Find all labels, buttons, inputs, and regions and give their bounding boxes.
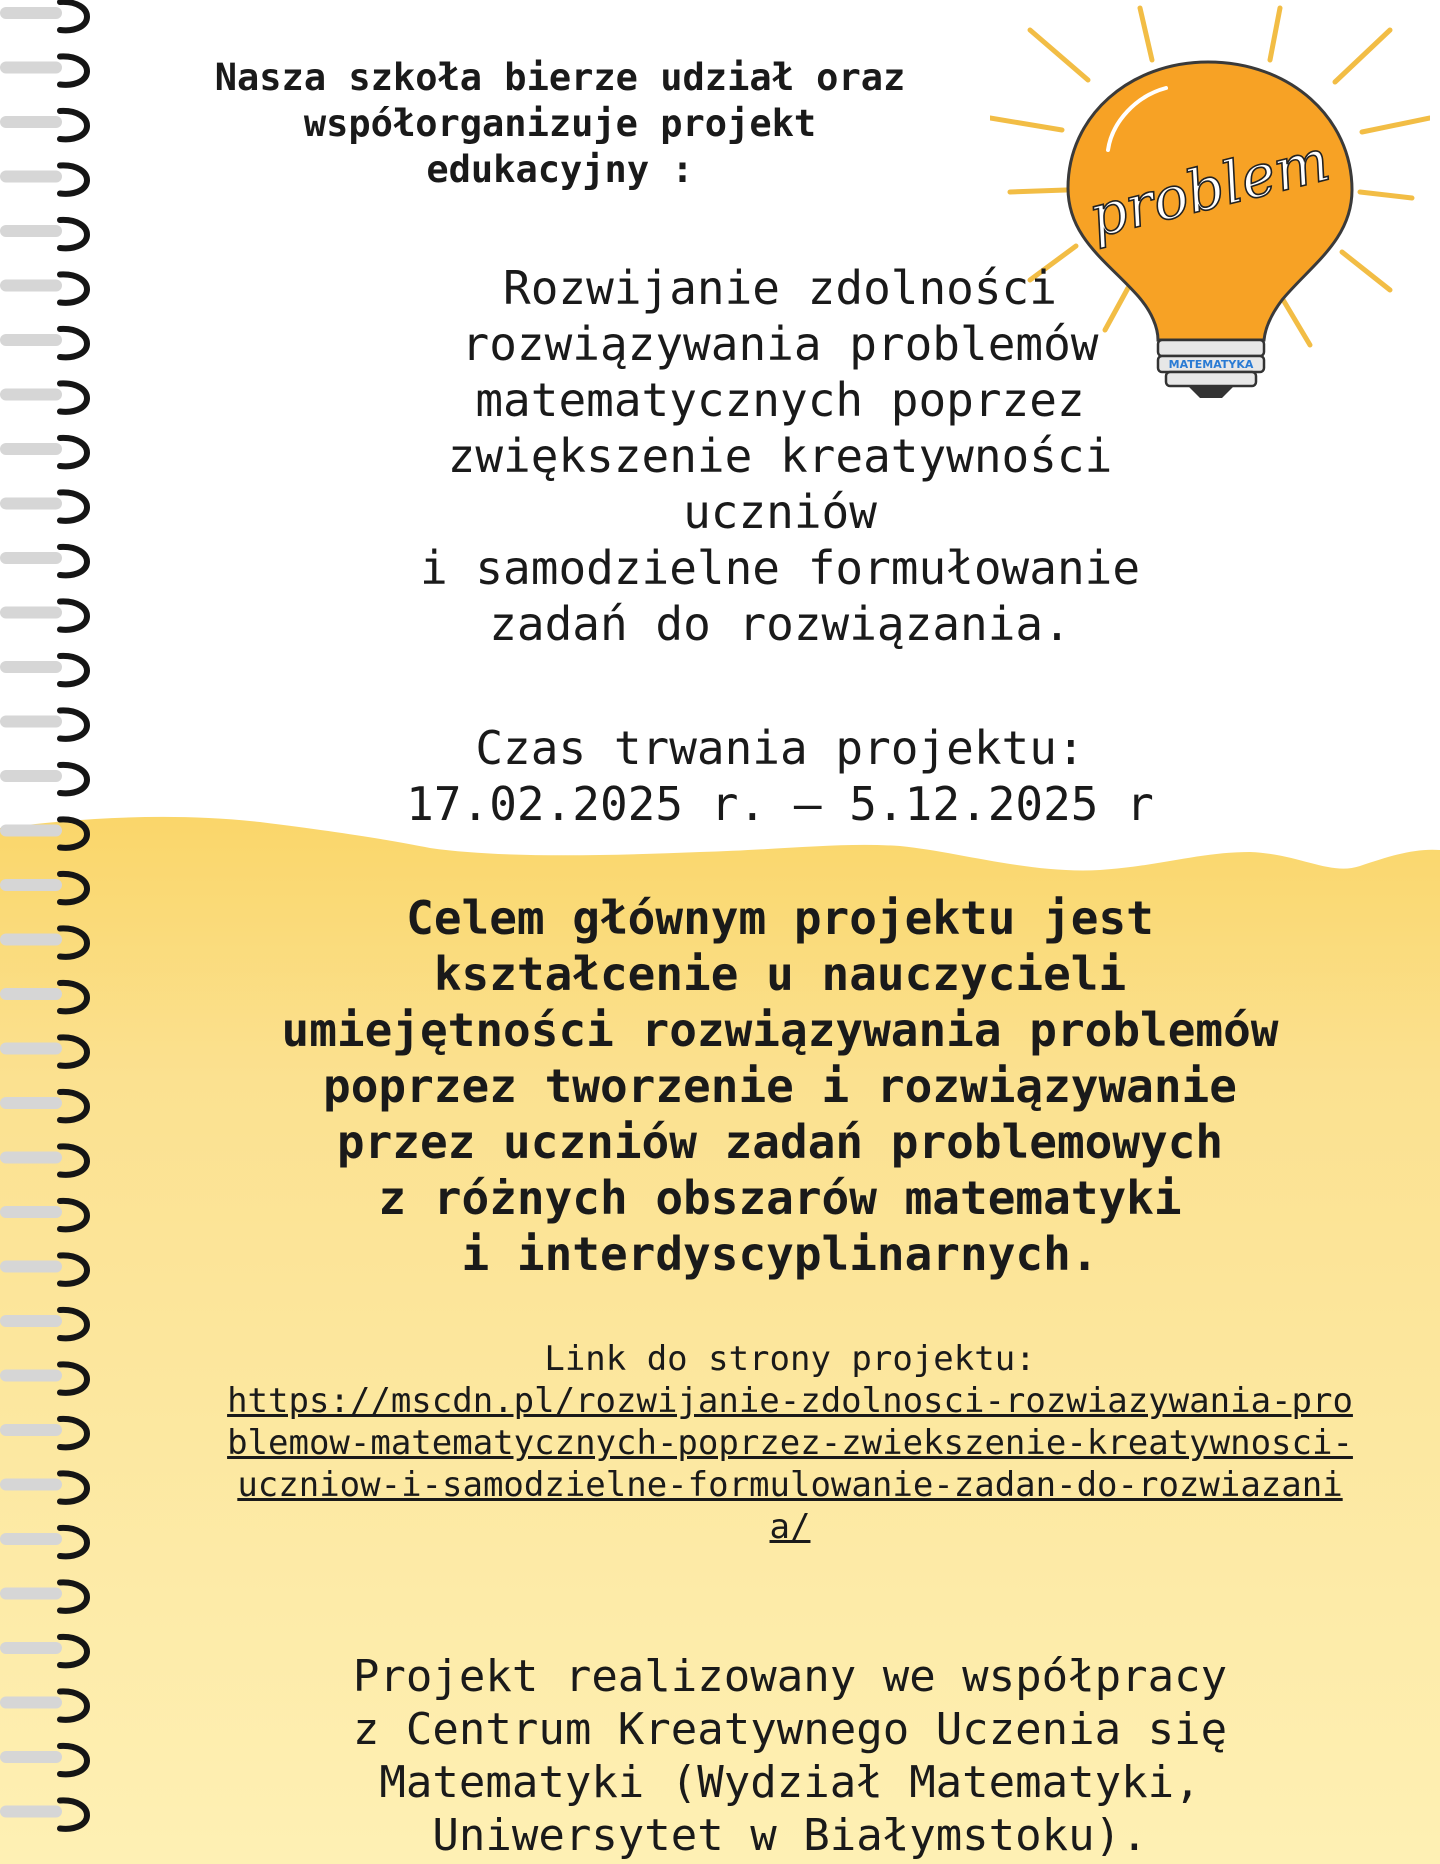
notebook-spiral-binding [0,0,100,1864]
spiral-ring [0,1255,87,1283]
spiral-ring [0,1800,87,1828]
spiral-ring [0,329,87,357]
spiral-ring [0,1201,87,1229]
spiral-ring [0,2,87,30]
spiral-ring [0,1146,87,1174]
spiral-ring [0,438,87,466]
project-goal: Celem głównym projektu jest kształcenie u nauczycieli umiejętności rozwiązywania problemów poprzez tworzenie i rozwiązywanie przez uczniów zadań problemowych z różnych obszarów matematyki i interdyscyplinarnych. [281,891,1279,1281]
spiral-ring [0,765,87,793]
spiral-ring [0,601,87,629]
spiral-ring [0,56,87,84]
intro-text: Nasza szkoła bierze udział oraz współorganizuje projekt edukacyjny : [214,56,906,191]
spiral-ring [0,819,87,847]
spiral-ring [0,983,87,1011]
spiral-ring [0,1691,87,1719]
spiral-ring [0,656,87,684]
spiral-ring [0,1746,87,1774]
spiral-ring [0,1364,87,1392]
spiral-ring [0,274,87,302]
spiral-ring [0,111,87,139]
spiral-ring [0,874,87,902]
spiral-ring [0,383,87,411]
spiral-ring [0,1419,87,1447]
project-link-block [160,1338,1420,1548]
spiral-ring [0,1310,87,1338]
spiral-ring [0,1528,87,1556]
project-link[interactable]: https://mscdn.pl/rozwijanie-zdolnosci-rozwiazywania-problemow-matematycznych-poprzez-zwiekszenie-kreatywnosci-uczniow-i-samodzielne-formulowanie-zadan-do-rozwiazania/ [227,1381,1353,1547]
spiral-ring [0,220,87,248]
spiral-ring [0,1637,87,1665]
spiral-ring [0,547,87,575]
project-title: Rozwijanie zdolności rozwiązywania problemów matematycznych poprzez zwiększenie kreatywności uczniów i samodzielne formułowanie zadań do rozwiązania. [419,261,1141,651]
spiral-ring [0,1582,87,1610]
spiral-ring [0,492,87,520]
spiral-ring [0,1037,87,1065]
spiral-ring [0,1473,87,1501]
bulb-base-word: MATEMATYKA [1168,358,1254,371]
spiral-ring [0,710,87,738]
project-duration: Czas trwania projektu: 17.02.2025 r. – 5.12.2025 r [406,721,1154,831]
spiral-ring [0,928,87,956]
spiral-ring [0,165,87,193]
link-label: Link do strony projektu: [544,1339,1036,1379]
bulb-word: problem [1082,125,1337,251]
spiral-ring [0,1092,87,1120]
cooperation-note: Projekt realizowany we współpracy z Centrum Kreatywnego Uczenia się Matematyki (Wydział Matematyki, Uniwersytet w Białymstoku). [352,1651,1228,1861]
